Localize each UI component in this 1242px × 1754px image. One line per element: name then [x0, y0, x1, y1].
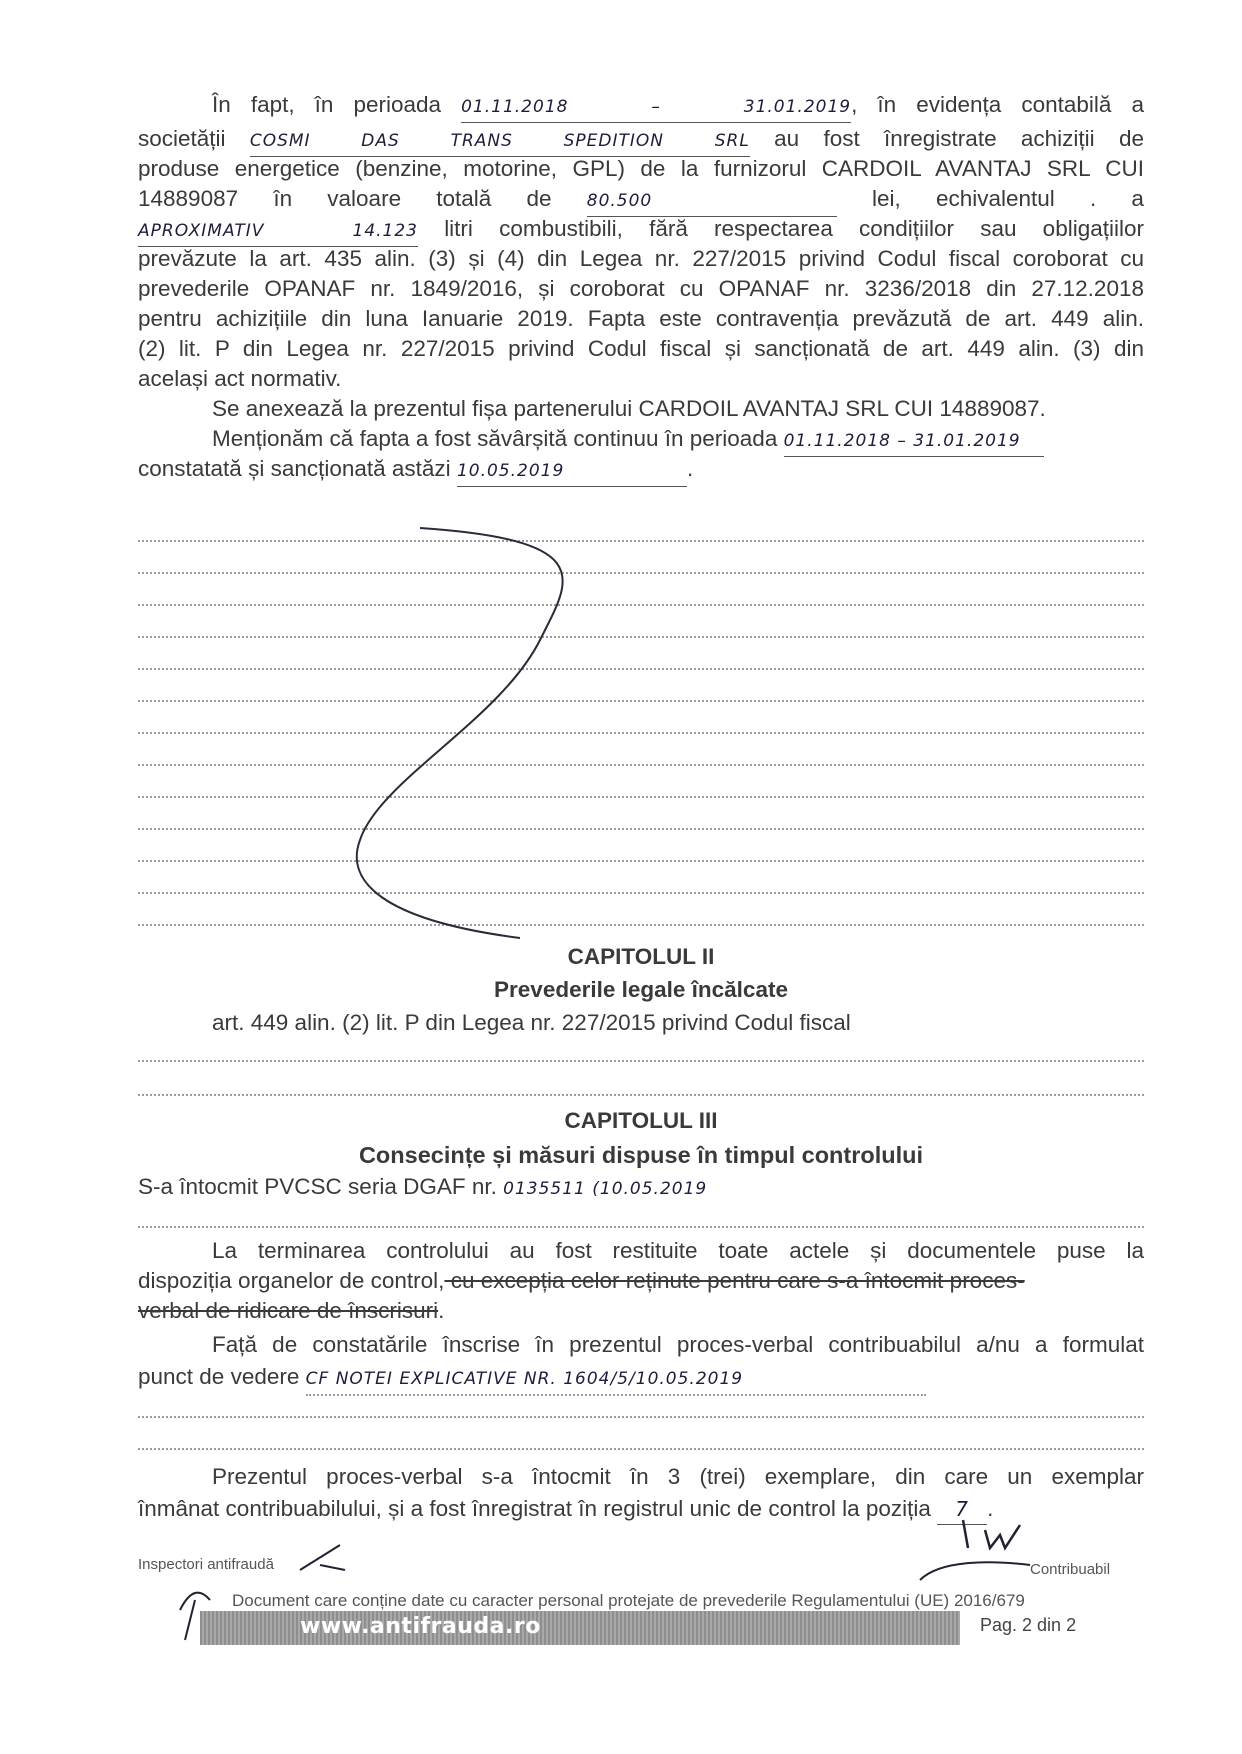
text-line: același act normativ.	[138, 366, 342, 391]
gdpr-notice: Document care conține date cu caracter personal protejate de prevederile Regulamentului (UE) 2016/679	[232, 1591, 1025, 1610]
handwritten-liters: APROXIMATIV 14.123	[138, 216, 418, 247]
handwritten-viewpoint: CF NOTEI EXPLICATIVE NR. 1604/5/10.05.2019	[306, 1364, 926, 1396]
taxpayer-signature	[963, 1520, 1020, 1548]
taxpayer-label: Contribuabil	[1030, 1561, 1111, 1578]
chapter-3-title: CAPITOLUL III	[564, 1108, 718, 1133]
handwritten-position: 7	[937, 1494, 987, 1525]
text-line: În fapt, în perioada 01.11.2018 – 31.01.2019, în evidența contabilă a	[212, 90, 1144, 123]
text-line: Prezentul proces-verbal s-a întocmit în 3 (trei) exemplare, din care un exemplar	[212, 1464, 1144, 1489]
text-line: S-a întocmit PVCSC seria DGAF nr. 0135511 (10.05.2019	[138, 1172, 1144, 1204]
text-line: pentru achizițiile din luna Ianuarie 2019. Fapta este contravenția prevăzută de art. 449 alin.	[138, 306, 1144, 331]
page-number: Pag. 2 din 2	[980, 1615, 1077, 1635]
chapter-2-title: CAPITOLUL II	[567, 944, 715, 969]
text-line: prevăzute la art. 435 alin. (3) și (4) din Legea nr. 227/2015 privind Codul fiscal coroborat cu	[138, 246, 1144, 271]
chapter-3-subtitle: Consecințe și măsuri dispuse în timpul controlului	[358, 1142, 924, 1168]
text-line: dispoziția organelor de control, cu excepția celor reținute pentru care s-a întocmit proces-	[138, 1268, 1025, 1293]
text-line: constatată și sancționată astăzi 10.05.2019 .	[138, 454, 1144, 487]
handwritten-period-2: 01.11.2018 – 31.01.2019	[784, 426, 1044, 457]
text-line: Față de constatările înscrise în prezentul proces-verbal contribuabilul a/nu a formulat	[212, 1332, 1144, 1357]
text-line: produse energetice (benzine, motorine, GPL) de la furnizorul CARDOIL AVANTAJ SRL CUI	[138, 156, 1144, 181]
text-line: prevederile OPANAF nr. 1849/2016, și coroborat cu OPANAF nr. 3236/2018 din 27.12.2018	[138, 276, 1144, 301]
handwritten-pvcsc-number: 0135511 (10.05.2019	[503, 1179, 708, 1199]
violated-provision: art. 449 alin. (2) lit. P din Legea nr. 227/2015 privind Codul fiscal	[212, 1010, 851, 1035]
text-line: (2) lit. P din Legea nr. 227/2015 privind Codul fiscal și sancționată de art. 449 alin. (3) din	[138, 336, 1144, 361]
handwritten-period: 01.11.2018 – 31.01.2019	[461, 92, 851, 123]
text-line: Menționăm că fapta a fost săvârșită continuu în perioada 01.11.2018 – 31.01.2019	[212, 424, 1144, 457]
text-line: APROXIMATIV 14.123 litri combustibili, fără respectarea condițiilor sau obligațiilor	[138, 214, 1144, 247]
text-line: 14889087 în valoare totală de 80.500 lei, echivalentul . a	[138, 184, 1144, 217]
handwritten-date: 10.05.2019	[457, 456, 687, 487]
text-line: societății COSMI DAS TRANS SPEDITION SRL au fost înregistrate achiziții de	[138, 124, 1144, 157]
handwritten-value: 80.500	[587, 186, 837, 217]
inspectors-label: Inspectori antifraudă	[138, 1556, 274, 1573]
text-line: înmânat contribuabilului, și a fost înregistrat în registrul unic de control la poziția 7 .	[138, 1494, 1144, 1525]
chapter-2-subtitle: Prevederile legale încălcate	[494, 977, 788, 1002]
text-line: verbal de ridicare de înscrisuri.	[138, 1298, 445, 1323]
text-line: Se anexează la prezentul fișa partenerului CARDOIL AVANTAJ SRL CUI 14889087.	[212, 396, 1046, 421]
website-link[interactable]: www.antifrauda.ro	[300, 1614, 541, 1639]
text-line: punct de vedere CF NOTEI EXPLICATIVE NR. 1604/5/10.05.2019	[138, 1362, 1144, 1396]
inspector-signature	[300, 1545, 345, 1570]
text-line: La terminarea controlului au fost restituite toate actele și documentele puse la	[212, 1238, 1144, 1263]
handwritten-company: COSMI DAS TRANS SPEDITION SRL	[250, 126, 750, 157]
